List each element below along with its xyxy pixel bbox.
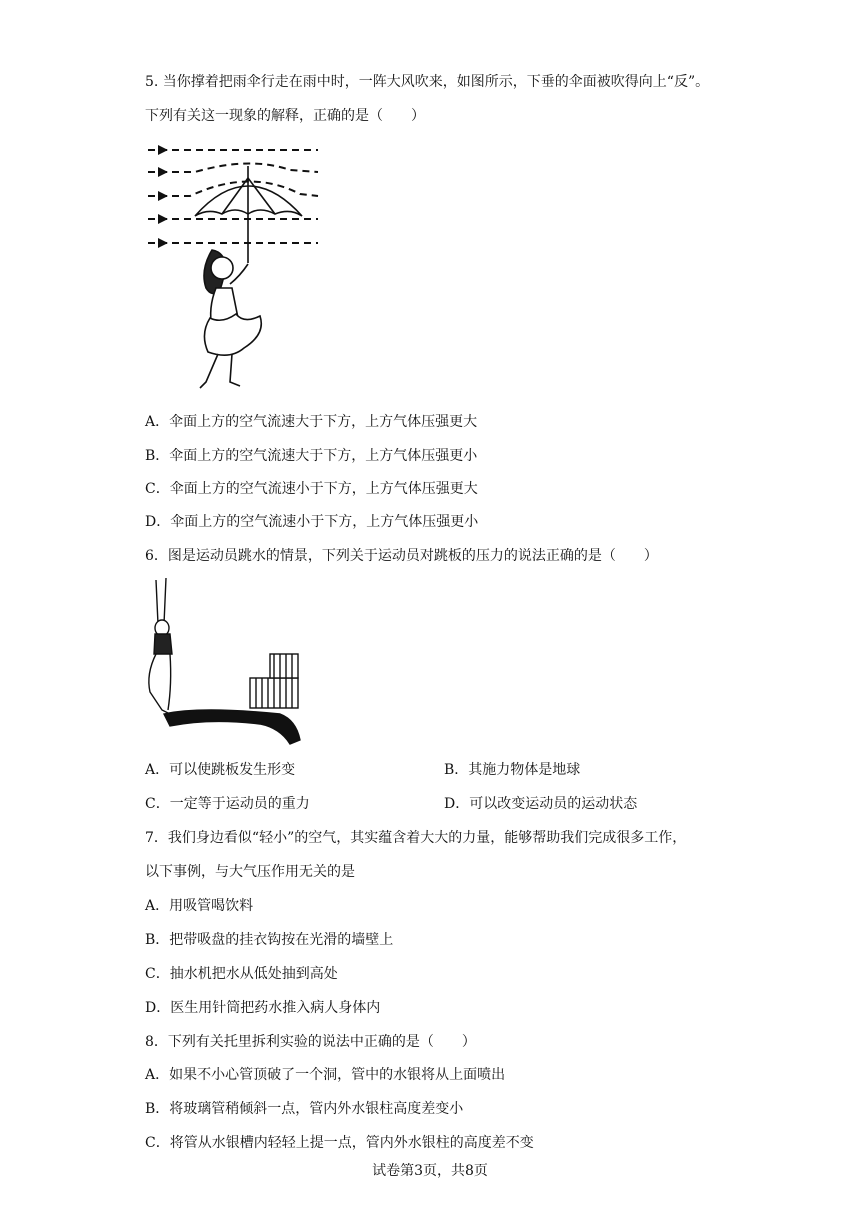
q6-stem: 6．图是运动员跳水的情景，下列关于运动员对跳板的压力的说法正确的是（ ） [145, 548, 658, 564]
q5-stem-line2: 下列有关这一现象的解释，正确的是（ ） [145, 108, 425, 124]
q5-option-d[interactable]: D．伞面上方的空气流速小于下方，上方气体压强更小 [145, 514, 479, 530]
q8-option-b[interactable]: B．将玻璃管稍倾斜一点，管内外水银柱高度差变小 [145, 1101, 464, 1117]
q5-option-b[interactable]: B．伞面上方的空气流速大于下方，上方气体压强更小 [145, 448, 478, 464]
q6-option-a[interactable]: A．可以使跳板发生形变 [145, 762, 296, 778]
q5-stem-line1: 5. 当你撑着把雨伞行走在雨中时，一阵大风吹来，如图所示，下垂的伞面被吹得向上“反”。 [145, 74, 710, 90]
q8-stem: 8．下列有关托里拆利实验的说法中正确的是（ ） [145, 1034, 476, 1050]
q7-stem-line2: 以下事例，与大气压作用无关的是 [145, 864, 355, 880]
q8-option-c[interactable]: C．将管从水银槽内轻轻上提一点，管内外水银柱的高度差不变 [145, 1135, 534, 1151]
q7-option-d[interactable]: D．医生用针筒把药水推入病人身体内 [145, 1000, 381, 1016]
q6-option-b[interactable]: B．其施力物体是地球 [444, 762, 581, 778]
q5-option-a[interactable]: A．伞面上方的空气流速大于下方，上方气体压强更大 [145, 414, 478, 430]
umbrella-wind-figure [140, 138, 330, 396]
q6-option-c[interactable]: C．一定等于运动员的重力 [145, 796, 310, 812]
q7-option-c[interactable]: C．抽水机把水从低处抽到高处 [145, 966, 338, 982]
q7-option-a[interactable]: A．用吸管喝饮料 [145, 898, 254, 914]
diver-figure [140, 574, 310, 754]
page-footer: 试卷第3页，共8页 [372, 1163, 488, 1179]
q6-option-d[interactable]: D．可以改变运动员的运动状态 [444, 796, 638, 812]
q8-option-a[interactable]: A．如果不小心管顶破了一个洞，管中的水银将从上面喷出 [145, 1067, 506, 1083]
q7-stem-line1: 7．我们身边看似“轻小”的空气，其实蕴含着大大的力量，能够帮助我们完成很多工作， [145, 830, 687, 846]
q7-option-b[interactable]: B．把带吸盘的挂衣钩按在光滑的墙壁上 [145, 932, 394, 948]
q5-option-c[interactable]: C．伞面上方的空气流速小于下方，上方气体压强更大 [145, 481, 478, 497]
